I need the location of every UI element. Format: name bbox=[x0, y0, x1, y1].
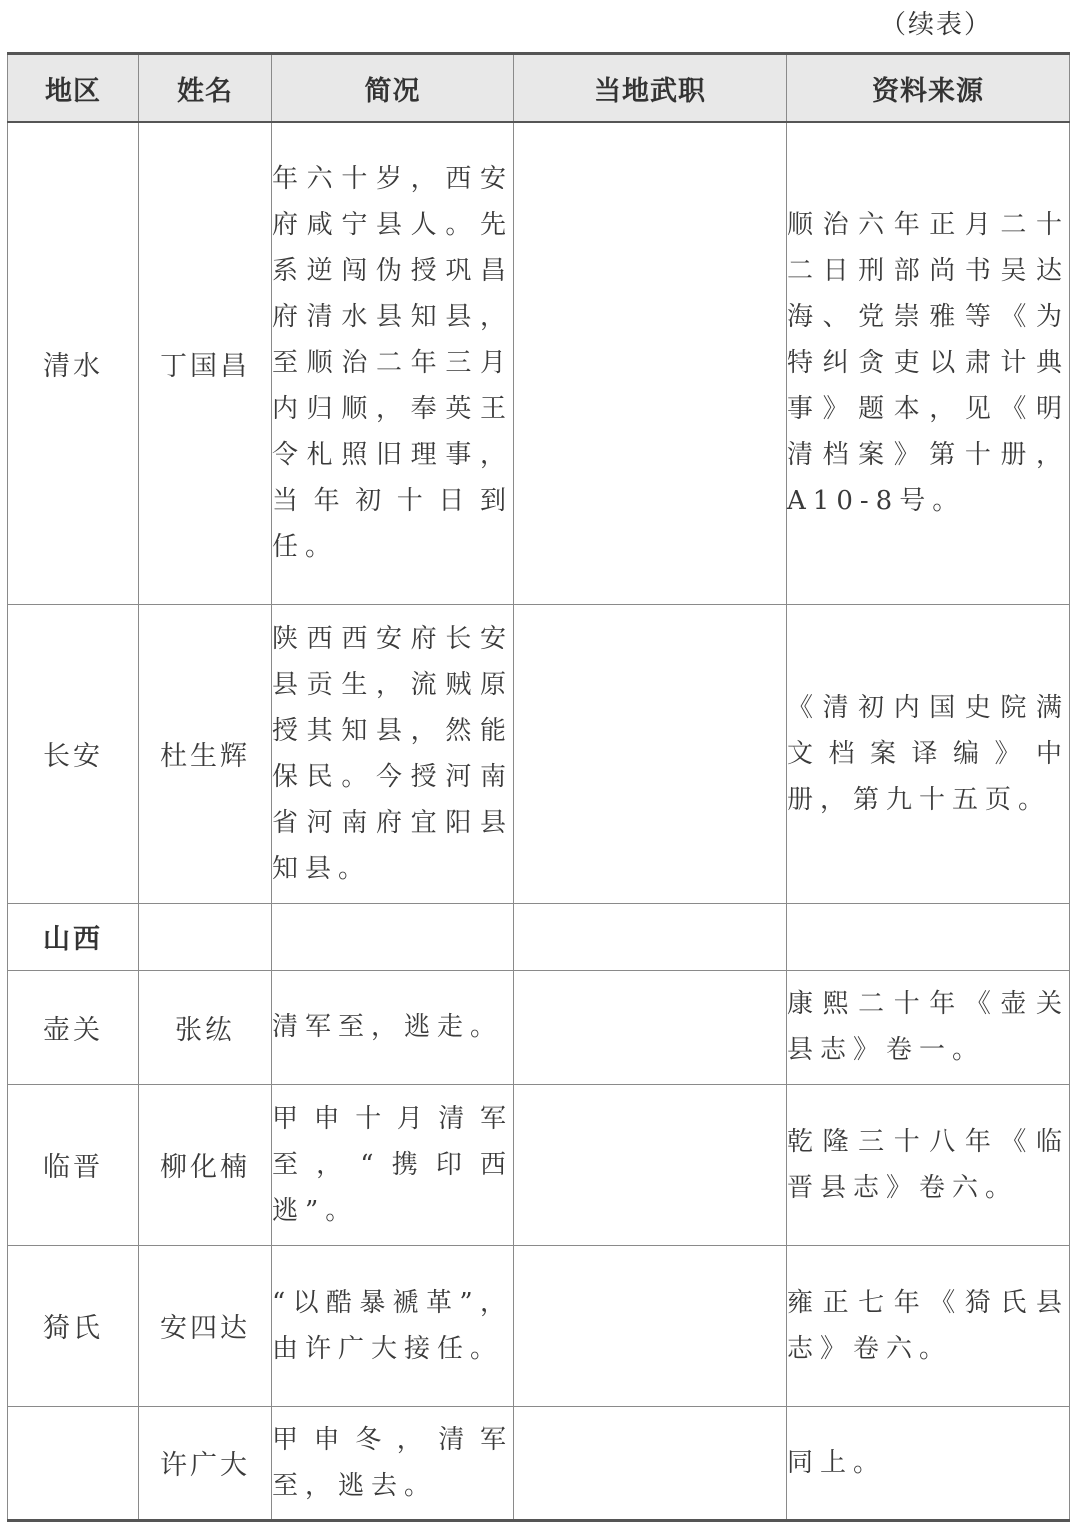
source-cell: 雍正七年《猗氏县志》卷六。 bbox=[787, 1245, 1070, 1406]
summary-cell: 清军至，逃走。 bbox=[272, 970, 514, 1084]
source-cell: 顺治六年正月二十二日刑部尚书吴达海、党崇雅等《为特纠贪吏以肃计典事》题本，见《明清档案》第十册，A10-8号。 bbox=[787, 122, 1070, 604]
military-post-cell bbox=[514, 903, 787, 970]
header-name: 姓名 bbox=[139, 54, 272, 123]
header-row bbox=[8, 54, 1070, 123]
header-region: 地区 bbox=[8, 54, 139, 123]
province-heading: 山西 bbox=[8, 903, 139, 970]
region-cell: 清水 bbox=[8, 122, 139, 604]
military-post-cell bbox=[514, 970, 787, 1084]
name-cell: 柳化楠 bbox=[139, 1084, 272, 1245]
summary-cell: 甲申十月清军至，“携印西逃”。 bbox=[272, 1084, 514, 1245]
summary-cell bbox=[272, 903, 514, 970]
source-cell: 康熙二十年《壶关县志》卷一。 bbox=[787, 970, 1070, 1084]
header-source: 资料来源 bbox=[787, 54, 1070, 123]
name-cell: 许广大 bbox=[139, 1406, 272, 1520]
region-cell bbox=[8, 1406, 139, 1520]
section-row bbox=[8, 903, 1070, 970]
summary-cell: 陕西西安府长安县贡生，流贼原授其知县，然能保民。今授河南省河南府宜阳县知县。 bbox=[272, 604, 514, 903]
military-post-cell bbox=[514, 122, 787, 604]
region-cell: 壶关 bbox=[8, 970, 139, 1084]
summary-cell: 年六十岁，西安府咸宁县人。先系逆闯伪授巩昌府清水县知县，至顺治二年三月内归顺，奉英王令札照旧理事，当年初十日到任。 bbox=[272, 122, 514, 604]
source-cell: 乾隆三十八年《临晋县志》卷六。 bbox=[787, 1084, 1070, 1245]
table-row bbox=[8, 604, 1070, 903]
military-post-cell bbox=[514, 1406, 787, 1520]
military-post-cell bbox=[514, 1084, 787, 1245]
table-row bbox=[8, 1084, 1070, 1245]
region-cell: 猗氏 bbox=[8, 1245, 139, 1406]
name-cell: 杜生辉 bbox=[139, 604, 272, 903]
summary-cell: “以酷暴褫革”，由许广大接任。 bbox=[272, 1245, 514, 1406]
name-cell bbox=[139, 903, 272, 970]
source-cell: 同上。 bbox=[787, 1406, 1070, 1520]
region-cell: 长安 bbox=[8, 604, 139, 903]
table-row bbox=[8, 970, 1070, 1084]
military-post-cell bbox=[514, 1245, 787, 1406]
header-military-post: 当地武职 bbox=[514, 54, 787, 123]
summary-cell: 甲申冬，清军至，逃去。 bbox=[272, 1406, 514, 1520]
header-summary: 简况 bbox=[272, 54, 514, 123]
name-cell: 张纮 bbox=[139, 970, 272, 1084]
table-row bbox=[8, 1406, 1070, 1520]
military-post-cell bbox=[514, 604, 787, 903]
continued-label: （续表） bbox=[880, 10, 993, 40]
name-cell: 安四达 bbox=[139, 1245, 272, 1406]
name-cell: 丁国昌 bbox=[139, 122, 272, 604]
region-cell: 临晋 bbox=[8, 1084, 139, 1245]
source-cell: 《清初内国史院满文档案译编》中册，第九十五页。 bbox=[787, 604, 1070, 903]
table-row bbox=[8, 122, 1070, 604]
table-row bbox=[8, 1245, 1070, 1406]
source-cell bbox=[787, 903, 1070, 970]
officials-table bbox=[7, 52, 1070, 1522]
